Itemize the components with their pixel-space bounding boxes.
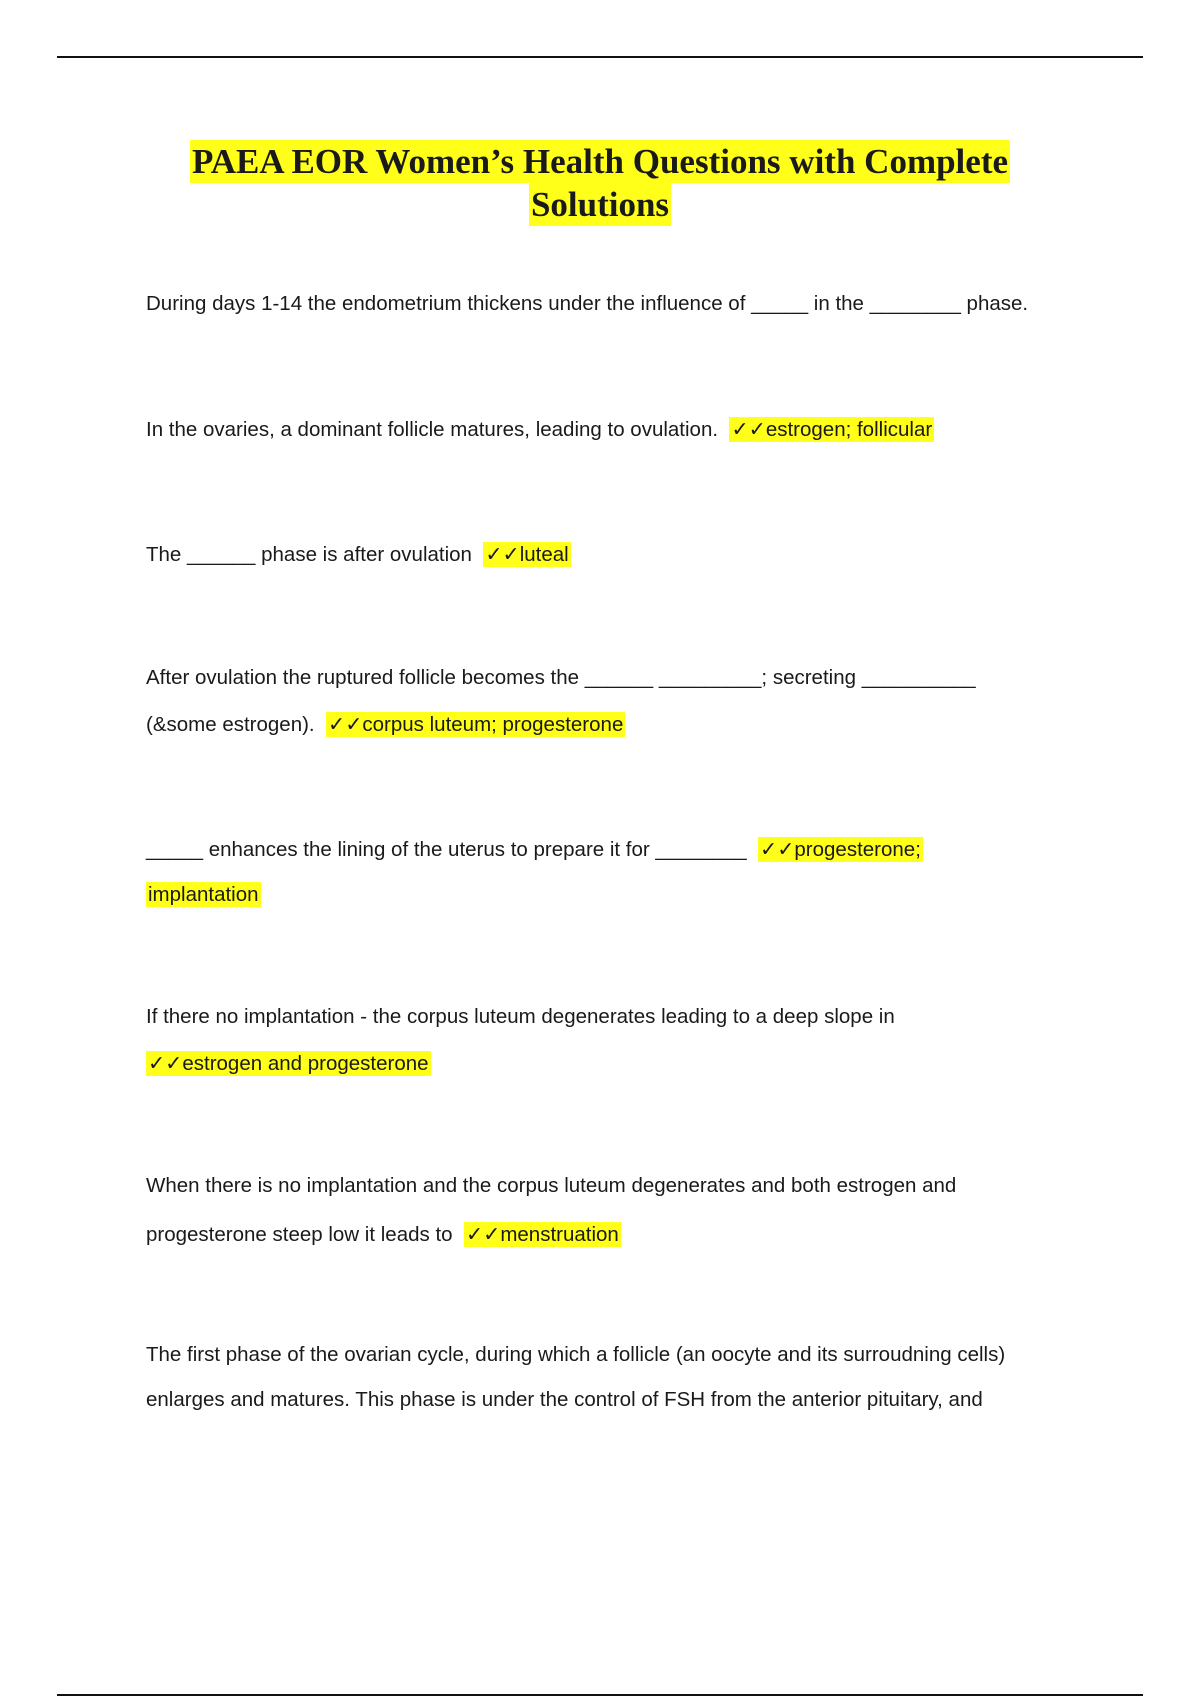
- question-line: [146, 837, 923, 862]
- answer-text: ✓✓progesterone;: [760, 838, 921, 861]
- question-line: [146, 883, 261, 907]
- answer-text: ✓✓estrogen and progesterone: [148, 1052, 429, 1075]
- question-line: [146, 1051, 431, 1076]
- answer-text: ✓✓luteal: [485, 543, 569, 566]
- question-text: (&some estrogen).: [146, 713, 315, 736]
- question-text: progesterone steep low it leads to: [146, 1223, 453, 1246]
- question-text: When there is no implantation and the corpus luteum degenerates and both estrogen and: [146, 1174, 957, 1197]
- question-line: [146, 417, 934, 442]
- question-text: The first phase of the ovarian cycle, during which a follicle (an oocyte and its surroudning cells): [146, 1343, 1006, 1366]
- question-line: [146, 1222, 621, 1247]
- header-rule: [57, 56, 1143, 58]
- question-text: After ovulation the ruptured follicle becomes the ______ _________; secreting __________: [146, 666, 976, 689]
- question-text: If there no implantation - the corpus luteum degenerates leading to a deep slope in: [146, 1005, 895, 1028]
- document-title: [0, 140, 1200, 226]
- answer-text: ✓✓menstruation: [465, 1223, 619, 1246]
- answer-text: implantation: [148, 883, 259, 906]
- title-line-1: PAEA EOR Women’s Health Questions with Complete: [191, 142, 1009, 181]
- title-line-2: Solutions: [530, 185, 670, 224]
- question-line: [146, 712, 625, 737]
- question-text: enlarges and matures. This phase is under the control of FSH from the anterior pituitary, and: [146, 1388, 983, 1411]
- answer-text: ✓✓estrogen; follicular: [731, 418, 933, 441]
- question-text: _____ enhances the lining of the uterus to prepare it for ________: [146, 838, 747, 861]
- question-text: During days 1-14 the endometrium thickens under the influence of _____ in the ________ phase.: [146, 292, 1029, 315]
- answer-text: ✓✓corpus luteum; progesterone: [328, 713, 624, 736]
- footer-rule: [57, 1694, 1143, 1696]
- question-text: The ______ phase is after ovulation: [146, 543, 472, 566]
- question-text: In the ovaries, a dominant follicle matures, leading to ovulation.: [146, 418, 719, 441]
- question-line: [146, 542, 571, 567]
